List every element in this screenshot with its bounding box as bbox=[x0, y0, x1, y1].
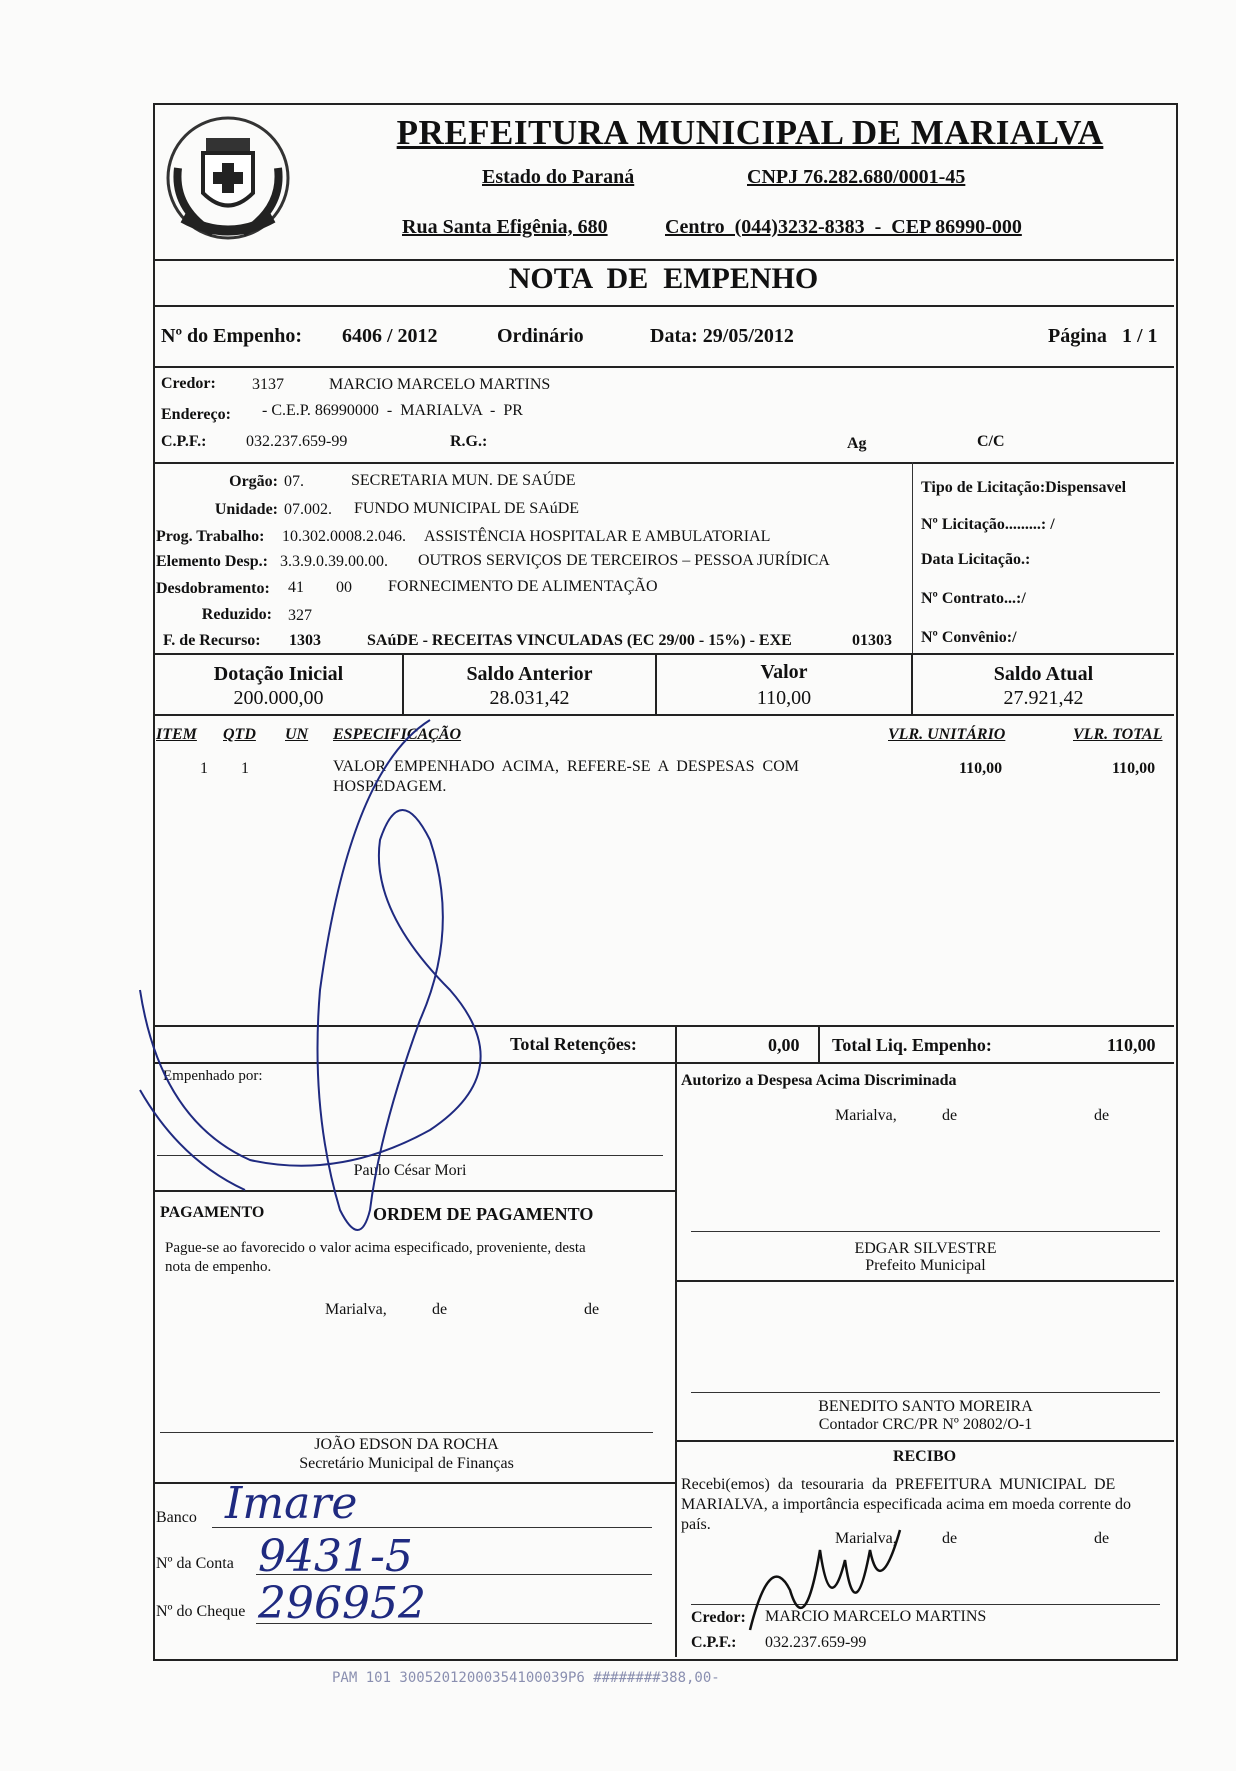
prog-label: Prog. Trabalho: bbox=[156, 528, 265, 545]
elemento-code: 3.3.9.0.39.00.00. bbox=[280, 553, 388, 570]
total-liquido-value: 110,00 bbox=[1107, 1035, 1156, 1055]
saldo-anterior-value: 28.031,42 bbox=[489, 687, 570, 709]
un-header: UN bbox=[285, 726, 309, 743]
empenhado-por-name: Paulo César Mori bbox=[353, 1162, 467, 1179]
cc-label: C/C bbox=[977, 433, 1005, 450]
secretario-role: Secretário Municipal de Finanças bbox=[299, 1455, 514, 1472]
spec-header: ESPECIFICAÇÃO bbox=[333, 726, 462, 743]
conta-handwritten: 9431-5 bbox=[258, 1531, 413, 1582]
recibo-de1: de bbox=[942, 1530, 958, 1547]
secretario-name: JOÃO EDSON DA ROCHA bbox=[314, 1436, 499, 1453]
recibo-credor-name: MARCIO MARCELO MARTINS bbox=[765, 1608, 987, 1625]
elemento-label: Elemento Desp.: bbox=[156, 553, 268, 570]
elemento-value: OUTROS SERVIÇOS DE TERCEIROS – PESSOA JURÍDICA bbox=[418, 552, 830, 569]
left-de2: de bbox=[584, 1301, 600, 1318]
banco-label: Banco bbox=[156, 1509, 197, 1526]
reduzido-value: 327 bbox=[288, 607, 312, 624]
credor-code: 3137 bbox=[252, 376, 284, 393]
address-label: Centro (044)3232-8383 - CEP 86990-000 bbox=[665, 216, 1022, 238]
orgao-code: 07. bbox=[284, 473, 304, 490]
cheque-handwritten: 296952 bbox=[258, 1578, 426, 1629]
desdobramento-code2: 00 bbox=[336, 579, 352, 596]
desdobramento-code1: 41 bbox=[288, 579, 304, 596]
recurso-label: F. de Recurso: bbox=[163, 632, 261, 649]
numero-licitacao: Nº Licitação.........: / bbox=[921, 516, 1055, 533]
valor-value: 110,00 bbox=[756, 687, 812, 709]
contador-role: Contador CRC/PR Nº 20802/O-1 bbox=[818, 1416, 1033, 1433]
right-de2: de bbox=[1094, 1107, 1110, 1124]
recibo-line1: Recebi(emos) da tesouraria da PREFEITURA MUNICIPAL DE bbox=[681, 1476, 1116, 1493]
prefeito-role: Prefeito Municipal bbox=[865, 1257, 986, 1274]
unit-price-header: VLR. UNITÁRIO bbox=[888, 726, 1006, 743]
empenho-number-label: Nº do Empenho: bbox=[161, 325, 303, 347]
saldo-atual-value: 27.921,42 bbox=[1003, 687, 1084, 709]
numero-convenio: Nº Convênio:/ bbox=[921, 629, 1017, 646]
dotacao-value: 200.000,00 bbox=[233, 687, 324, 709]
qtd-header: QTD bbox=[223, 726, 256, 743]
recibo-credor-label: Credor: bbox=[691, 1609, 746, 1626]
tipo-licitacao: Tipo de Licitação:Dispensavel bbox=[921, 479, 1127, 496]
recibo-cpf-label: C.P.F.: bbox=[691, 1634, 737, 1651]
reduzido-label: Reduzido: bbox=[201, 606, 272, 623]
item-header: ITEM bbox=[156, 726, 197, 743]
item-unit-price: 110,00 bbox=[959, 760, 1003, 777]
item-spec-line2: HOSPEDAGEM. bbox=[333, 778, 447, 795]
recibo-marialva: Marialva, bbox=[835, 1530, 897, 1547]
prefeito-name: EDGAR SILVESTRE bbox=[854, 1240, 997, 1257]
numero-contrato: Nº Contrato...:/ bbox=[921, 590, 1026, 607]
desdobramento-label: Desdobramento: bbox=[156, 580, 270, 597]
retencoes-label: Total Retenções: bbox=[510, 1034, 637, 1054]
endereco-label: Endereço: bbox=[161, 406, 231, 423]
empenho-type: Ordinário bbox=[497, 325, 584, 347]
ordem-pagamento-title: ORDEM DE PAGAMENTO bbox=[373, 1204, 594, 1224]
pague-se-line2: nota de empenho. bbox=[165, 1259, 272, 1275]
unidade-label: Unidade: bbox=[214, 501, 278, 518]
footer-code: PAM 101 30052012000354100039P6 ########388,00- bbox=[332, 1670, 720, 1686]
recurso-code2: 01303 bbox=[852, 632, 892, 649]
total-price-header: VLR. TOTAL bbox=[1073, 726, 1163, 743]
conta-label: Nº da Conta bbox=[156, 1555, 234, 1572]
cnpj-label: CNPJ 76.282.680/0001-45 bbox=[747, 166, 966, 188]
saldo-atual-label: Saldo Atual bbox=[993, 663, 1094, 685]
data-licitacao: Data Licitação.: bbox=[921, 551, 1031, 568]
page-label: Página bbox=[1048, 325, 1107, 347]
left-marialva: Marialva, bbox=[325, 1301, 387, 1318]
prog-code: 10.302.0008.2.046. bbox=[282, 528, 406, 545]
recibo-line3: país. bbox=[681, 1516, 711, 1533]
cheque-label: Nº do Cheque bbox=[156, 1603, 246, 1620]
recurso-value: SAúDE - RECEITAS VINCULADAS (EC 29/00 - 15%) - EXE bbox=[367, 632, 792, 649]
item-spec-line1: VALOR EMPENHADO ACIMA, REFERE-SE A DESPESAS COM bbox=[333, 758, 799, 775]
empenho-number: 6406 / 2012 bbox=[342, 325, 438, 347]
recibo-de2: de bbox=[1094, 1530, 1110, 1547]
total-liquido-label: Total Liq. Empenho: bbox=[832, 1035, 992, 1055]
right-de1: de bbox=[942, 1107, 958, 1124]
contador-name: BENEDITO SANTO MOREIRA bbox=[818, 1398, 1033, 1415]
document-title: NOTA DE EMPENHO bbox=[508, 262, 819, 295]
banco-handwritten: Imare bbox=[225, 1478, 358, 1529]
saldo-anterior-label: Saldo Anterior bbox=[466, 663, 593, 685]
recurso-code: 1303 bbox=[289, 632, 321, 649]
cpf-value: 032.237.659-99 bbox=[246, 433, 348, 450]
endereco-value: - C.E.P. 86990000 - MARIALVA - PR bbox=[262, 402, 523, 419]
street-label: Rua Santa Efigênia, 680 bbox=[402, 216, 608, 238]
autorizo-label: Autorizo a Despesa Acima Discriminada bbox=[681, 1072, 957, 1089]
left-de1: de bbox=[432, 1301, 448, 1318]
signature-scribble-icon bbox=[100, 690, 620, 1250]
recibo-line2: MARIALVA, a importância especificada acima em moeda corrente do bbox=[681, 1496, 1132, 1513]
page-title: PREFEITURA MUNICIPAL DE MARIALVA bbox=[396, 113, 1104, 152]
unidade-value: FUNDO MUNICIPAL DE SAúDE bbox=[354, 500, 580, 517]
item-total-price: 110,00 bbox=[1112, 760, 1156, 777]
credor-label: Credor: bbox=[161, 375, 216, 392]
unidade-code: 07.002. bbox=[284, 501, 332, 518]
pague-se-line1: Pague-se ao favorecido o valor acima especificado, proveniente, desta bbox=[165, 1240, 586, 1256]
retencoes-value: 0,00 bbox=[768, 1035, 800, 1055]
orgao-label: Orgão: bbox=[229, 473, 278, 490]
desdobramento-value: FORNECIMENTO DE ALIMENTAÇÃO bbox=[388, 578, 658, 595]
dotacao-label: Dotação Inicial bbox=[213, 663, 344, 685]
prog-value: ASSISTÊNCIA HOSPITALAR E AMBULATORIAL bbox=[424, 528, 771, 545]
item-qtd: 1 bbox=[241, 760, 249, 777]
pagamento-label: PAGAMENTO bbox=[160, 1204, 265, 1221]
recibo-cpf-value: 032.237.659-99 bbox=[765, 1634, 867, 1651]
cpf-label: C.P.F.: bbox=[161, 433, 207, 450]
ag-label: Ag bbox=[847, 435, 867, 452]
orgao-value: SECRETARIA MUN. DE SAÚDE bbox=[351, 472, 576, 489]
valor-label: Valor bbox=[760, 661, 808, 683]
rg-label: R.G.: bbox=[450, 433, 488, 450]
recibo-title: RECIBO bbox=[892, 1448, 957, 1465]
item-number: 1 bbox=[200, 760, 208, 777]
empenhado-por-label: Empenhado por: bbox=[163, 1068, 263, 1084]
receipt-signature-icon bbox=[730, 1490, 930, 1660]
page-number: 1 / 1 bbox=[1122, 325, 1158, 347]
right-marialva: Marialva, bbox=[835, 1107, 897, 1124]
credor-name: MARCIO MARCELO MARTINS bbox=[329, 376, 551, 393]
empenho-date: Data: 29/05/2012 bbox=[650, 325, 794, 347]
state-label: Estado do Paraná bbox=[482, 166, 635, 188]
